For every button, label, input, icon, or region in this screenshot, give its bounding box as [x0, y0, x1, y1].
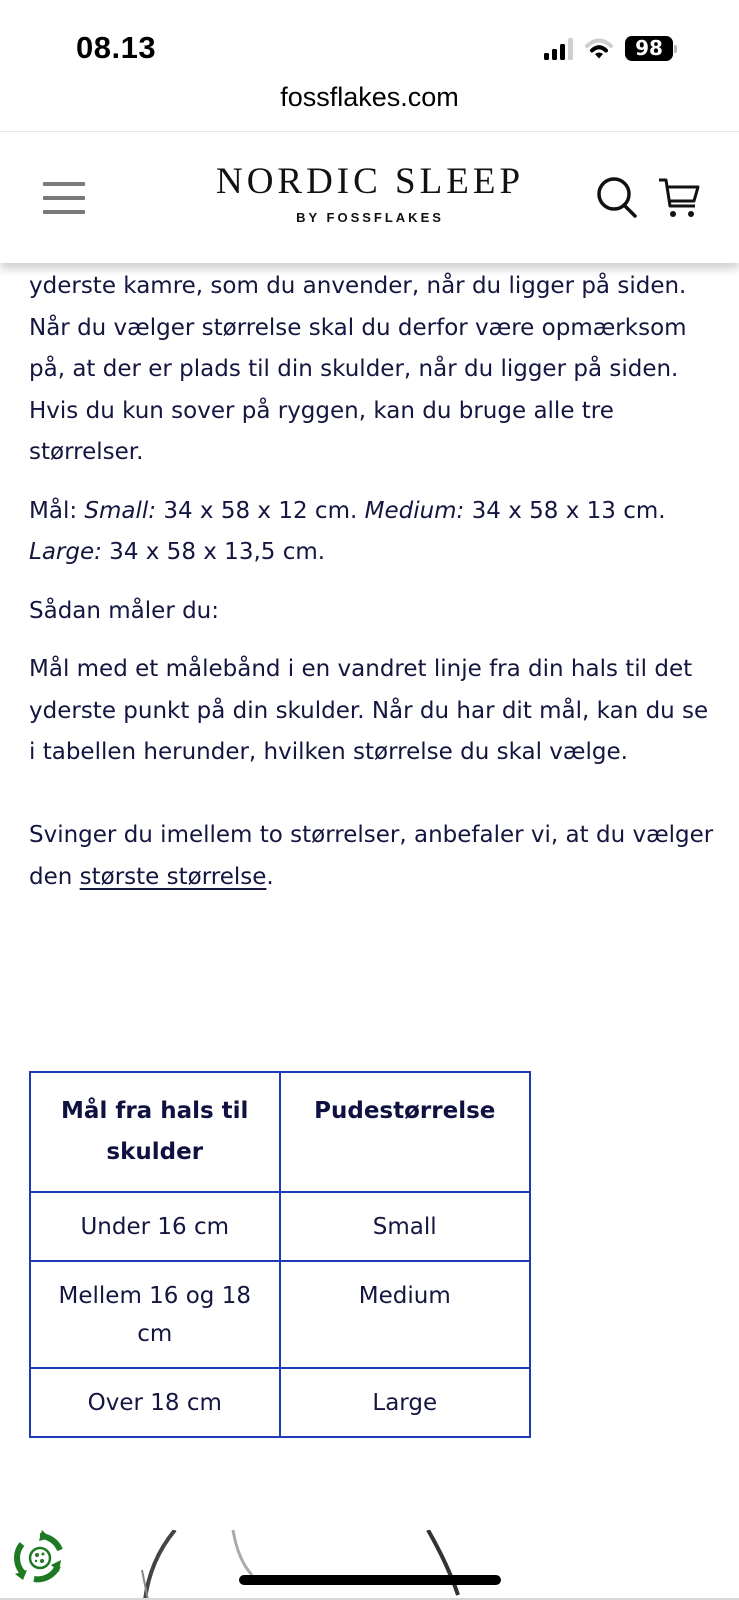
hamburger-menu-icon[interactable] [43, 182, 85, 214]
table-row [30, 1261, 530, 1368]
product-image-sketch [130, 1530, 490, 1600]
status-bar [0, 0, 739, 112]
size-table [29, 1071, 531, 1438]
url-bar[interactable]: fossflakes.com [280, 82, 459, 112]
product-description [29, 266, 719, 898]
table-cell-measure: Over 18 cm [30, 1368, 280, 1437]
measure-heading: Sådan måler du: [29, 597, 220, 624]
intro-text-1: yderste kamre, som du anvender, når du ligger på siden. [29, 273, 687, 299]
site-header [0, 131, 739, 263]
cellular-signal-icon [544, 38, 573, 60]
recommendation-text: Svinger du imellem to størrelser, anbefaler vi, at du vælger den [29, 822, 714, 890]
dims-large-value: 34 x 58 x 13,5 cm. [101, 539, 326, 565]
status-time: 08.13 [76, 30, 157, 65]
intro-text-2: Når du vælger størrelse skal du derfor være opmærksom på, at der er plads til din skulder, når du ligger på siden. Hvis du kun sover på ryggen, kan du bruge alle tre størrelser. [29, 314, 687, 465]
recommendation-paragraph: Svinger du imellem to størrelser, anbefaler vi, at du vælger den største størrelse. [29, 822, 714, 890]
dims-medium-label: Medium: [364, 497, 465, 524]
logo-title: NORDIC SLEEP [215, 161, 525, 202]
table-cell-measure: Mellem 16 og 18 cm [30, 1261, 280, 1368]
header-pillow-size: Pudestørrelse [280, 1072, 531, 1192]
largest-size-link[interactable]: største størrelse [79, 863, 267, 890]
logo-subtitle: BY FOSSFLAKES [296, 210, 444, 225]
table-header-row [30, 1072, 530, 1192]
table-row [30, 1192, 530, 1261]
header-neck-to-shoulder: Mål fra hals til skulder [30, 1072, 280, 1192]
intro-paragraph [29, 266, 719, 474]
table-cell-size: Large [280, 1368, 531, 1437]
table-row [30, 1368, 530, 1437]
table-cell-size: Medium [280, 1261, 531, 1368]
table-cell-measure: Under 16 cm [30, 1192, 280, 1261]
cart-icon[interactable] [656, 175, 702, 221]
recycle-icon[interactable] [12, 1530, 68, 1586]
search-icon[interactable] [595, 175, 641, 221]
measure-paragraph: Mål med et målebånd i en vandret linje fra din hals til det yderste punkt på din skulder. Når du har dit mål, kan du se i tabellen herunder, hvilken størrelse du skal vælge. [29, 656, 709, 765]
battery-icon [625, 36, 677, 61]
battery-level: 98 [625, 36, 673, 61]
table-cell-size: Small [280, 1192, 531, 1261]
dimensions-paragraph [29, 491, 719, 574]
wifi-icon [585, 38, 613, 60]
dims-medium-value: 34 x 58 x 13 cm. [464, 497, 666, 524]
home-indicator[interactable] [239, 1575, 501, 1585]
dims-small-label: Small: [84, 497, 157, 524]
dims-large-label: Large: [29, 539, 102, 565]
dims-label: Mål: [29, 497, 85, 524]
site-logo[interactable] [200, 162, 540, 225]
dims-small-value: 34 x 58 x 12 cm. [156, 497, 365, 524]
status-icons [544, 36, 677, 61]
